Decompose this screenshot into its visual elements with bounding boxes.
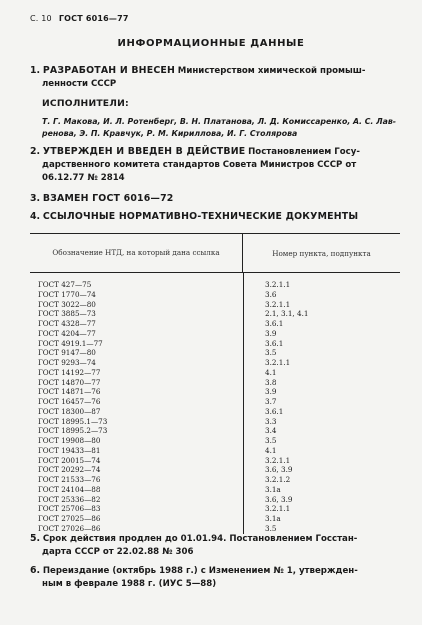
paragraph-replaces	[30, 192, 408, 206]
document-cell: ГОСТ 27026—86	[38, 523, 101, 533]
clause-cell: 3.6.1	[265, 406, 284, 416]
table-row	[30, 456, 400, 466]
document-cell: ГОСТ 19908—80	[38, 436, 101, 445]
clause-cell: 3.5	[265, 348, 277, 358]
document-cell: ГОСТ 9293—74	[38, 358, 96, 367]
clause-cell: 3.2.1.1	[265, 280, 291, 289]
table-row	[30, 290, 400, 300]
table-row	[30, 426, 400, 436]
table-row	[30, 280, 400, 290]
performers-line: ренова, Э. П. Кравчук, Р. М. Кириллова, И. Г. Столярова	[42, 129, 298, 138]
clause-cell: 3.9	[265, 328, 277, 338]
document-cell: ГОСТ 18995.2—73	[38, 426, 108, 436]
document-cell: ГОСТ 24104—88	[38, 484, 101, 494]
paragraph-developed	[30, 64, 408, 91]
page-title: ИНФОРМАЦИОННЫЕ ДАННЫЕ	[117, 38, 305, 49]
clause-cell: 3.4	[265, 426, 277, 436]
document-cell: ГОСТ 14192—77	[38, 367, 101, 377]
clause-cell: 3.6, 3.9	[265, 494, 293, 504]
document-cell: ГОСТ 16457—76	[38, 397, 101, 406]
clause-cell: 3.2.1.1	[265, 358, 291, 367]
clause-cell: 3.6	[265, 289, 277, 299]
table-row	[30, 485, 400, 495]
table-row	[30, 417, 400, 427]
table-row	[30, 368, 400, 378]
performers-heading: ИСПОЛНИТЕЛИ:	[42, 98, 129, 109]
item-text: ным в феврале 1988 г. (ИУС 5—88)	[42, 579, 217, 589]
document-cell: ГОСТ 14870—77	[38, 377, 101, 387]
page-number: С. 10	[30, 14, 52, 23]
clause-cell: 3.2.1.1	[265, 299, 291, 309]
document-cell: ГОСТ 27025—86	[38, 514, 101, 523]
column-divider	[243, 273, 244, 534]
clause-cell: 3.7	[265, 397, 277, 406]
table-row	[30, 504, 400, 514]
clause-cell: 3.5	[265, 523, 277, 533]
table-body	[30, 273, 400, 534]
document-cell: ГОСТ 18995.1—73	[38, 416, 108, 426]
table-row	[30, 319, 400, 329]
item-number: 2.	[30, 146, 41, 157]
item-lead: ВЗАМЕН ГОСТ 6016—72	[42, 193, 174, 204]
table-row	[30, 407, 400, 417]
item-text: Постановлением Госу-	[248, 147, 360, 157]
item-text: Министерством химической промыш-	[177, 66, 366, 76]
paragraph-validity	[30, 532, 408, 559]
document-cell: ГОСТ 4204—77	[38, 328, 96, 338]
column-header-document: Обозначение НТД, на который дана ссылка	[30, 234, 243, 272]
clause-cell: 3.5	[265, 436, 277, 445]
document-cell: ГОСТ 9147—80	[38, 348, 96, 358]
table-row	[30, 300, 400, 310]
item-text: Переиздание (октябрь 1988 г.) с Изменением № 1, утвержден-	[42, 566, 358, 576]
document-cell: ГОСТ 25336—82	[38, 494, 101, 504]
item-number: 1.	[30, 65, 41, 76]
table-row	[30, 339, 400, 349]
item-number: 6.	[30, 565, 41, 576]
table-row	[30, 397, 400, 407]
item-lead: УТВЕРЖДЕН И ВВЕДЕН В ДЕЙСТВИЕ	[42, 146, 246, 157]
reference-table	[30, 233, 400, 534]
table-row	[30, 378, 400, 388]
page-header	[30, 14, 129, 23]
item-text: дарственного комитета стандартов Совета Министров СССР от	[42, 160, 357, 170]
clause-cell: 3.3	[265, 416, 277, 426]
table-row	[30, 475, 400, 485]
item-lead: ССЫЛОЧНЫЕ НОРМАТИВНО-ТЕХНИЧЕСКИЕ ДОКУМЕНТЫ	[42, 211, 359, 222]
document-cell: ГОСТ 18300—87	[38, 406, 101, 416]
item-text: дарта СССР от 22.02.88 № 306	[42, 547, 194, 557]
item-number: 4.	[30, 211, 41, 222]
document-cell: ГОСТ 20292—74	[38, 465, 101, 475]
table-row	[30, 446, 400, 456]
column-header-clause: Номер пункта, подпункта	[272, 248, 371, 258]
clause-cell: 3.6, 3.9	[265, 465, 293, 475]
clause-cell: 3.2.1.2	[265, 475, 291, 484]
clause-cell: 2.1, 3.1, 4.1	[265, 309, 309, 319]
item-text: ленности СССР	[42, 79, 117, 89]
clause-cell: 3.8	[265, 377, 277, 387]
clause-cell: 3.6.1	[265, 338, 284, 348]
document-cell: ГОСТ 3022—80	[38, 299, 96, 309]
document-cell: ГОСТ 20015—74	[38, 455, 101, 465]
standard-code: ГОСТ 6016—77	[58, 14, 129, 23]
clause-cell: 3.6.1	[265, 319, 284, 328]
item-number: 3.	[30, 193, 41, 204]
performers-line: Т. Г. Макова, И. Л. Ротенберг, В. Н. Платанова, Л. Д. Комиссаренко, А. С. Лав-	[42, 117, 397, 126]
document-cell: ГОСТ 21533—76	[38, 475, 101, 484]
table-header	[30, 234, 400, 273]
table-row	[30, 329, 400, 339]
document-cell: ГОСТ 19433—81	[38, 445, 101, 455]
table-row	[30, 387, 400, 397]
item-number: 5.	[30, 533, 41, 544]
table-row	[30, 358, 400, 368]
clause-cell: 3.9	[265, 387, 277, 397]
paragraph-approved	[30, 145, 408, 185]
paragraph-references	[30, 210, 408, 224]
document-cell: ГОСТ 14871—76	[38, 387, 101, 397]
document-cell: ГОСТ 4919.1—77	[38, 338, 103, 348]
table-row	[30, 495, 400, 505]
clause-cell: 3.1а	[265, 514, 281, 523]
performers-list	[42, 116, 404, 140]
clause-cell: 4.1	[265, 367, 277, 377]
document-cell: ГОСТ 427—75	[38, 280, 92, 289]
document-cell: ГОСТ 4328—77	[38, 319, 96, 328]
item-lead: РАЗРАБОТАН И ВНЕСЕН	[42, 65, 176, 76]
document-cell: ГОСТ 25706—83	[38, 504, 101, 514]
clause-cell: 4.1	[265, 445, 277, 455]
item-text: Срок действия продлен до 01.01.94. Постановлением Госстан-	[42, 534, 358, 544]
document-cell: ГОСТ 3885—73	[38, 309, 96, 319]
table-row	[30, 514, 400, 524]
clause-cell: 3.1а	[265, 484, 281, 494]
paragraph-reissue	[30, 564, 408, 591]
table-row	[30, 465, 400, 475]
table-row	[30, 348, 400, 358]
document-cell: ГОСТ 1770—74	[38, 289, 96, 299]
item-text: 06.12.77 № 2814	[42, 173, 125, 183]
clause-cell: 3.2.1.1	[265, 455, 291, 465]
clause-cell: 3.2.1.1	[265, 504, 291, 514]
table-row	[30, 436, 400, 446]
table-row	[30, 309, 400, 319]
